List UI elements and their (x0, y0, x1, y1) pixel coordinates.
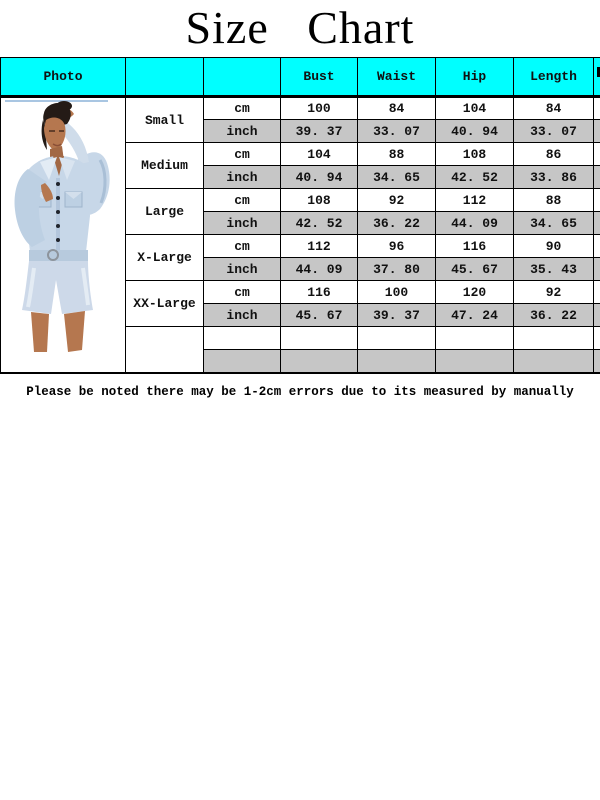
measurement-note: Please be noted there may be 1-2cm errors due to its measured by manually (26, 385, 574, 399)
x-large-hip-cm: 116 (436, 235, 514, 258)
medium-unit-cm: cm (204, 143, 281, 166)
x-large-hip-inch: 45. 67 (436, 258, 514, 281)
empty-cell (281, 350, 358, 373)
x-large-bust-inch: 44. 09 (281, 258, 358, 281)
medium-waist-inch: 34. 65 (358, 166, 436, 189)
clipped-cell (594, 258, 600, 281)
medium-bust-inch: 40. 94 (281, 166, 358, 189)
xx-large-waist-cm: 100 (358, 281, 436, 304)
large-length-cm: 88 (514, 189, 594, 212)
empty-cell (436, 350, 514, 373)
large-bust-inch: 42. 52 (281, 212, 358, 235)
empty-cell (204, 350, 281, 373)
medium-length-cm: 86 (514, 143, 594, 166)
medium-bust-cm: 104 (281, 143, 358, 166)
small-bust-cm: 100 (281, 97, 358, 120)
small-unit-cm: cm (204, 97, 281, 120)
xx-large-hip-inch: 47. 24 (436, 304, 514, 327)
empty-cell (514, 350, 594, 373)
clipped-cell (594, 120, 600, 143)
clipped-cell (594, 327, 600, 350)
header-row (1, 58, 600, 97)
col-header-photo: Photo (1, 58, 126, 97)
small-unit-inch: inch (204, 120, 281, 143)
size-label-small: Small (126, 97, 204, 143)
empty-cell (358, 327, 436, 350)
col-header-length: Length (514, 58, 594, 97)
x-large-unit-inch: inch (204, 258, 281, 281)
large-bust-cm: 108 (281, 189, 358, 212)
large-hip-inch: 44. 09 (436, 212, 514, 235)
size-label-large: Large (126, 189, 204, 235)
table-row (1, 97, 600, 120)
empty-cell (204, 327, 281, 350)
large-waist-inch: 36. 22 (358, 212, 436, 235)
xx-large-waist-inch: 39. 37 (358, 304, 436, 327)
x-large-waist-cm: 96 (358, 235, 436, 258)
clipped-cell (594, 189, 600, 212)
medium-waist-cm: 88 (358, 143, 436, 166)
col-header-size (126, 58, 204, 97)
x-large-bust-cm: 112 (281, 235, 358, 258)
small-length-cm: 84 (514, 97, 594, 120)
xx-large-bust-cm: 116 (281, 281, 358, 304)
clipped-cell (594, 166, 600, 189)
xx-large-hip-cm: 120 (436, 281, 514, 304)
product-photo-cell (1, 97, 126, 373)
size-label-x-large: X-Large (126, 235, 204, 281)
xx-large-unit-inch: inch (204, 304, 281, 327)
large-hip-cm: 112 (436, 189, 514, 212)
xx-large-bust-inch: 45. 67 (281, 304, 358, 327)
clipped-cell (594, 304, 600, 327)
xx-large-length-cm: 92 (514, 281, 594, 304)
clipped-cell (594, 235, 600, 258)
x-large-length-inch: 35. 43 (514, 258, 594, 281)
large-waist-cm: 92 (358, 189, 436, 212)
large-unit-inch: inch (204, 212, 281, 235)
clipped-cell (594, 350, 600, 373)
small-bust-inch: 39. 37 (281, 120, 358, 143)
col-header-hip: Hip (436, 58, 514, 97)
clipped-cell (594, 281, 600, 304)
small-waist-cm: 84 (358, 97, 436, 120)
x-large-waist-inch: 37. 80 (358, 258, 436, 281)
xx-large-unit-cm: cm (204, 281, 281, 304)
empty-cell (514, 327, 594, 350)
large-length-inch: 34. 65 (514, 212, 594, 235)
medium-length-inch: 33. 86 (514, 166, 594, 189)
clipped-cell (594, 143, 600, 166)
col-header-clipped (594, 58, 600, 97)
col-header-bust: Bust (281, 58, 358, 97)
x-large-unit-cm: cm (204, 235, 281, 258)
medium-unit-inch: inch (204, 166, 281, 189)
size-label-medium: Medium (126, 143, 204, 189)
empty-size-cell (126, 327, 204, 373)
small-hip-inch: 40. 94 (436, 120, 514, 143)
size-table-container (0, 57, 600, 374)
size-table (0, 57, 600, 374)
small-hip-cm: 104 (436, 97, 514, 120)
medium-hip-inch: 42. 52 (436, 166, 514, 189)
page-title: Size Chart (185, 2, 415, 53)
col-header-waist: Waist (358, 58, 436, 97)
col-header-unit (204, 58, 281, 97)
clipped-cell (594, 97, 600, 120)
large-unit-cm: cm (204, 189, 281, 212)
clipped-cell (594, 212, 600, 235)
empty-cell (358, 350, 436, 373)
empty-cell (281, 327, 358, 350)
empty-cell (436, 327, 514, 350)
small-length-inch: 33. 07 (514, 120, 594, 143)
model-photo-image (1, 98, 120, 358)
size-label-xx-large: XX-Large (126, 281, 204, 327)
xx-large-length-inch: 36. 22 (514, 304, 594, 327)
medium-hip-cm: 108 (436, 143, 514, 166)
x-large-length-cm: 90 (514, 235, 594, 258)
small-waist-inch: 33. 07 (358, 120, 436, 143)
